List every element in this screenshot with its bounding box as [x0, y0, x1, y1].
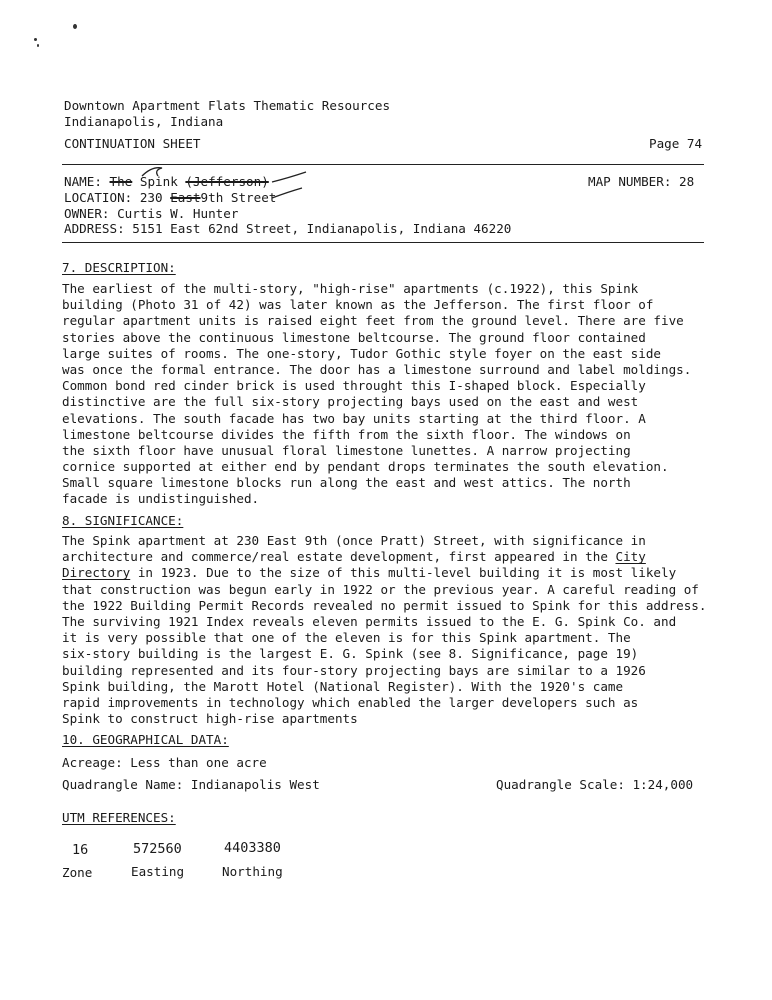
- utm-easting-label: Easting: [131, 864, 185, 879]
- scan-speck: [37, 44, 39, 47]
- handwritten-flourish: [270, 186, 310, 202]
- utm-zone-value: 16: [72, 842, 89, 858]
- significance-line: Spink to construct high-rise apartments: [62, 711, 358, 727]
- description-line: Common bond red cinder brick is used throught this I-shaped block. Especially: [62, 378, 646, 394]
- description-line: Small square limestone blocks run along the east and west attics. The north: [62, 475, 631, 491]
- significance-line: building represented and its four-story projecting bays are similar to a 1926: [62, 662, 646, 678]
- significance-line: The Spink apartment at 230 East 9th (once Pratt) Street, with significance in: [62, 533, 646, 548]
- description-line: cornice supported at either end by pendant drops terminates the south elevation.: [62, 459, 669, 475]
- map-number-row: [588, 174, 694, 189]
- utm-heading: UTM REFERENCES:: [62, 810, 176, 825]
- significance-line: Spink building, the Marott Hotel (National Register). With the 1920's came: [62, 678, 624, 694]
- description-heading: 7. DESCRIPTION:: [62, 260, 176, 275]
- geography-heading: 10. GEOGRAPHICAL DATA:: [62, 732, 229, 747]
- address-value: 5151 East 62nd Street, Indianapolis, Indiana 46220: [132, 221, 512, 236]
- city-directory-ref: City: [615, 549, 646, 565]
- location-value-struck: East: [170, 190, 201, 205]
- utm-northing-value: 4403380: [224, 840, 281, 856]
- map-number-value: 28: [679, 174, 695, 189]
- owner-label: OWNER:: [64, 206, 110, 221]
- significance-line: the 1922 Building Permit Records revealed no permit issued to Spink for this address.: [62, 597, 707, 613]
- utm-easting-value: 572560: [133, 841, 182, 857]
- significance-line: it is very possible that one of the eleven is for this Spink apartment. The: [62, 630, 631, 646]
- description-line: distinctive are the full six-story projecting bays used on the east and west: [62, 394, 639, 410]
- description-body: [62, 281, 708, 508]
- name-struck-suffix: (Jefferson): [185, 174, 269, 189]
- scan-speck: [73, 24, 77, 29]
- description-line: stories above the continuous limestone beltcourse. The ground floor contained: [62, 329, 646, 345]
- map-number-label: MAP NUMBER:: [588, 174, 672, 189]
- description-line: The earliest of the multi-story, "high-rise" apartments (c.1922), this Spink: [62, 281, 639, 296]
- significance-heading: 8. SIGNIFICANCE:: [62, 513, 184, 528]
- city-directory-ref: Directory: [62, 565, 131, 581]
- description-line: elevations. The south facade has two bay units starting at the third floor. A: [62, 410, 646, 426]
- name-struck-prefix: The: [109, 174, 133, 189]
- name-label: NAME:: [64, 174, 102, 189]
- page-number: Page 74: [649, 136, 703, 151]
- owner-value: Curtis W. Hunter: [117, 206, 239, 221]
- document-subtitle: Indianapolis, Indiana: [64, 114, 224, 129]
- utm-zone-label: Zone: [62, 865, 93, 880]
- quadrangle-name: Quadrangle Name: Indianapolis West: [62, 777, 320, 792]
- address-row: [64, 221, 511, 236]
- location-row: [64, 190, 276, 205]
- description-line: building (Photo 31 of 42) was later known as the Jefferson. The first floor of: [62, 297, 654, 313]
- description-line: facade is undistinguished.: [62, 491, 260, 507]
- sheet-label: CONTINUATION SHEET: [64, 136, 201, 151]
- quadrangle-scale: Quadrangle Scale: 1:24,000: [496, 777, 694, 792]
- description-line: was once the formal entrance. The door has a limestone surround and label moldings.: [62, 361, 692, 377]
- significance-line: that construction was begun early in 1922 or the previous year. A careful reading of: [62, 581, 699, 597]
- significance-text: architecture and commerce/real estate development, first appeared in the: [62, 549, 616, 565]
- description-line: regular apartment units is raised eight feet from the ground level. There are five: [62, 313, 684, 329]
- significance-body: [62, 533, 708, 727]
- scan-speck: [34, 38, 37, 41]
- description-line: limestone beltcourse divides the fifth from the sixth floor. The windows on: [62, 426, 631, 442]
- description-line: large suites of rooms. The one-story, Tudor Gothic style foyer on the east side: [62, 345, 661, 361]
- acreage: Acreage: Less than one acre: [62, 755, 267, 770]
- utm-northing-label: Northing: [222, 864, 283, 879]
- handwritten-mark: [140, 162, 180, 182]
- significance-line: [62, 565, 708, 581]
- significance-line: rapid improvements in technology which enabled the larger developers such as: [62, 694, 639, 710]
- location-value-post: 9th Street: [200, 190, 277, 205]
- document-title: Downtown Apartment Flats Thematic Resources: [64, 98, 391, 113]
- description-line: the sixth floor have unusual floral limestone lunettes. A narrow projecting: [62, 442, 631, 458]
- location-value-pre: 230: [139, 190, 163, 205]
- significance-line: The surviving 1921 Index reveals eleven permits issued to the E. G. Spink Co. and: [62, 613, 677, 629]
- significance-line: [62, 549, 708, 565]
- name-value: Spink: [139, 174, 178, 189]
- significance-line: six-story building is the largest E. G. Spink (see 8. Significance, page 19): [62, 646, 639, 662]
- location-label: LOCATION:: [64, 190, 133, 205]
- significance-text: in 1923. Due to the size of this multi-level building it is most likely: [130, 565, 677, 581]
- record-divider: [62, 242, 704, 243]
- address-label: ADDRESS:: [64, 221, 125, 236]
- owner-row: [64, 206, 238, 221]
